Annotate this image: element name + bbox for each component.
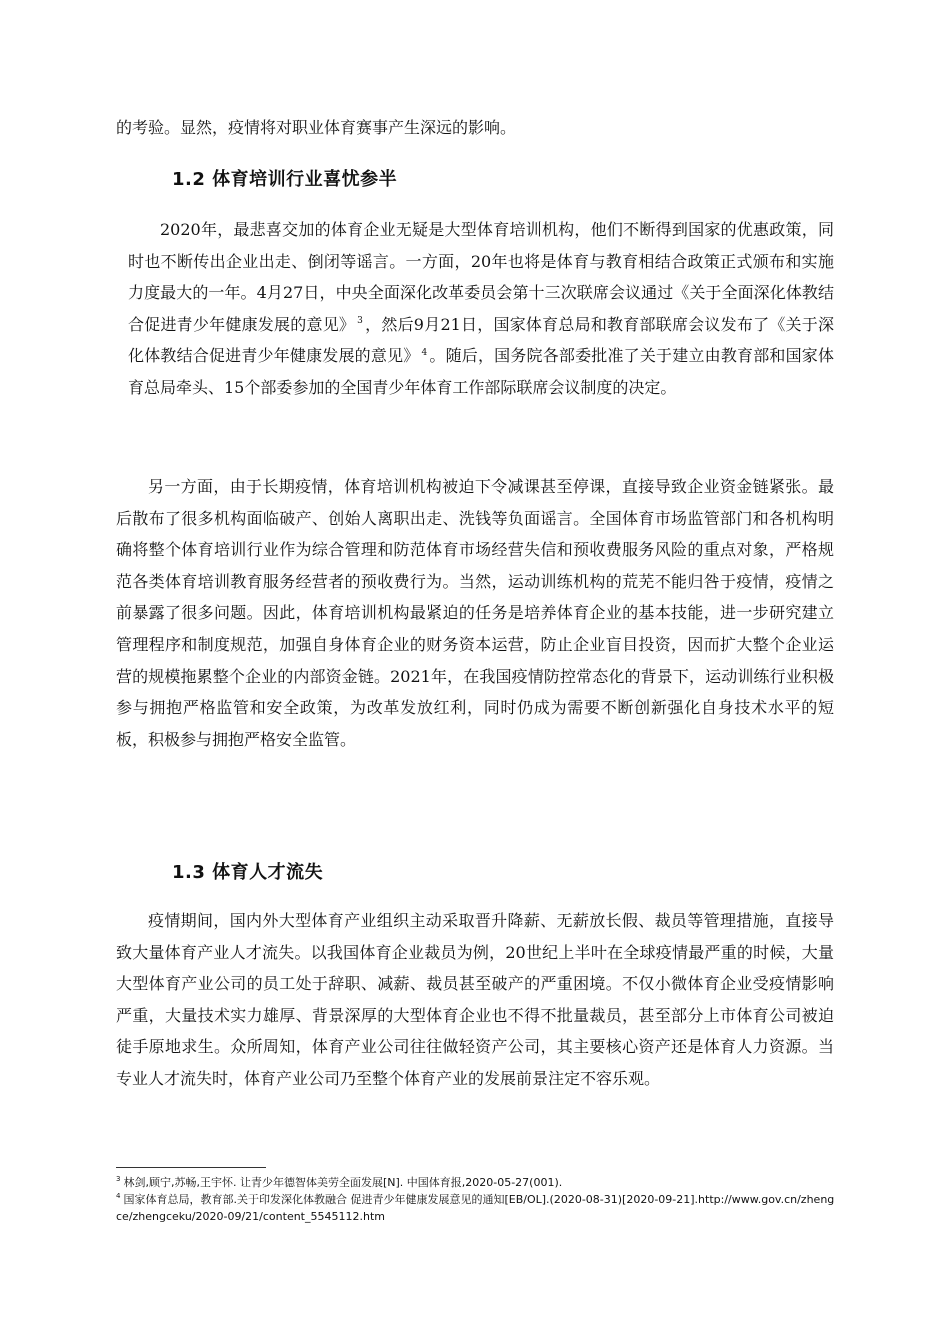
footnote-ref-3[interactable]: 3 (357, 316, 363, 327)
footnotes (116, 1174, 836, 1225)
footnote-text: 林剑,顾宁,苏畅,王宇怀. 让青少年德智体美劳全面发展[N]. 中国体育报,2020-05-27(001). (123, 1176, 563, 1189)
paragraph-continuation: 的考验。显然，疫情将对职业体育赛事产生深远的影响。 (116, 118, 517, 137)
section-heading-1-2: 1.2 体育培训行业喜忧参半 (172, 169, 398, 190)
footnote-number: 4 (116, 1192, 121, 1201)
footnote-number: 3 (116, 1175, 121, 1184)
paragraph-text: 2020年，最悲喜交加的体育企业无疑是大型体育培训机构，他们不断得到国家的优惠政策，同时也不断传出企业出走、倒闭等谣言。一方面，20年也将是体育与教育相结合政策正式颁布和实施力度最大的一年。4月27日，中央全面深化改革委员会第十三次联席会议通过《关于全面深化体教结合促进青少年健康发展的意见》 (128, 220, 834, 334)
footnote-3 (116, 1174, 836, 1191)
footnote-4 (116, 1191, 836, 1225)
paragraph-text: 。随后，国务院各部委批准了关于建立由教育部和国家体育总局牵头、15个部委参加的全国青少年体育工作部际联席会议制度的决定。 (128, 346, 834, 397)
paragraph-talent-loss: 疫情期间，国内外大型体育产业组织主动采取晋升降薪、无薪放长假、裁员等管理措施，直接导致大量体育产业人才流失。以我国体育企业裁员为例，20世纪上半叶在全球疫情最严重的时候，大量大型体育产业公司的员工处于辞职、减薪、裁员甚至破产的严重困境。不仅小微体育企业受疫情影响严重，大量技术实力雄厚、背景深厚的大型体育企业也不得不批量裁员，甚至部分上市体育公司被迫徒手原地求生。众所周知，体育产业公司往往做轻资产公司，其主要核心资产还是体育人力资源。当专业人才流失时，体育产业公司乃至整个体育产业的发展前景注定不容乐观。 (116, 911, 834, 1088)
paragraph-training-crisis: 另一方面，由于长期疫情，体育培训机构被迫下令减课甚至停课，直接导致企业资金链紧张。最后散布了很多机构面临破产、创始人离职出走、洗钱等负面谣言。全国体育市场监管部门和各机构明确将整个体育培训行业作为综合管理和防范体育市场经营失信和预收费服务风险的重点对象，严格规范各类体育培训教育服务经营者的预收费行为。当然，运动训练机构的荒芜不能归咎于疫情，疫情之前暴露了很多问题。因此，体育培训机构最紧迫的任务是培养体育企业的基本技能，进一步研究建立管理程序和制度规范，加强自身体育企业的财务资本运营，防止企业盲目投资，因而扩大整个企业运营的规模拖累整个企业的内部资金链。2021年，在我国疫情防控常态化的背景下，运动训练行业积极参与拥抱严格监管和安全政策，为改革发放红利，同时仍成为需要不断创新强化自身技术水平的短板，积极参与拥抱严格安全监管。 (116, 477, 834, 749)
footnote-text: 国家体育总局，教育部.关于印发深化体教融合 促进青少年健康发展意见的通知[EB/OL].(2020-08-31)[2020-09-21].http://www.gov.cn/zhengce/zhengceku/2020-09/21/content_5545112.htm (116, 1193, 835, 1223)
paragraph-training-policy (128, 214, 834, 404)
paragraph-text: ，然后9月21日，国家体育总局和教育部联席会议发布了《关于深化体教结合促进青少年健康发展的意见》 (128, 314, 834, 366)
footnote-ref-4[interactable]: 4 (421, 348, 428, 359)
section-heading-1-3: 1.3 体育人才流失 (172, 862, 324, 883)
footnote-separator (116, 1167, 266, 1168)
